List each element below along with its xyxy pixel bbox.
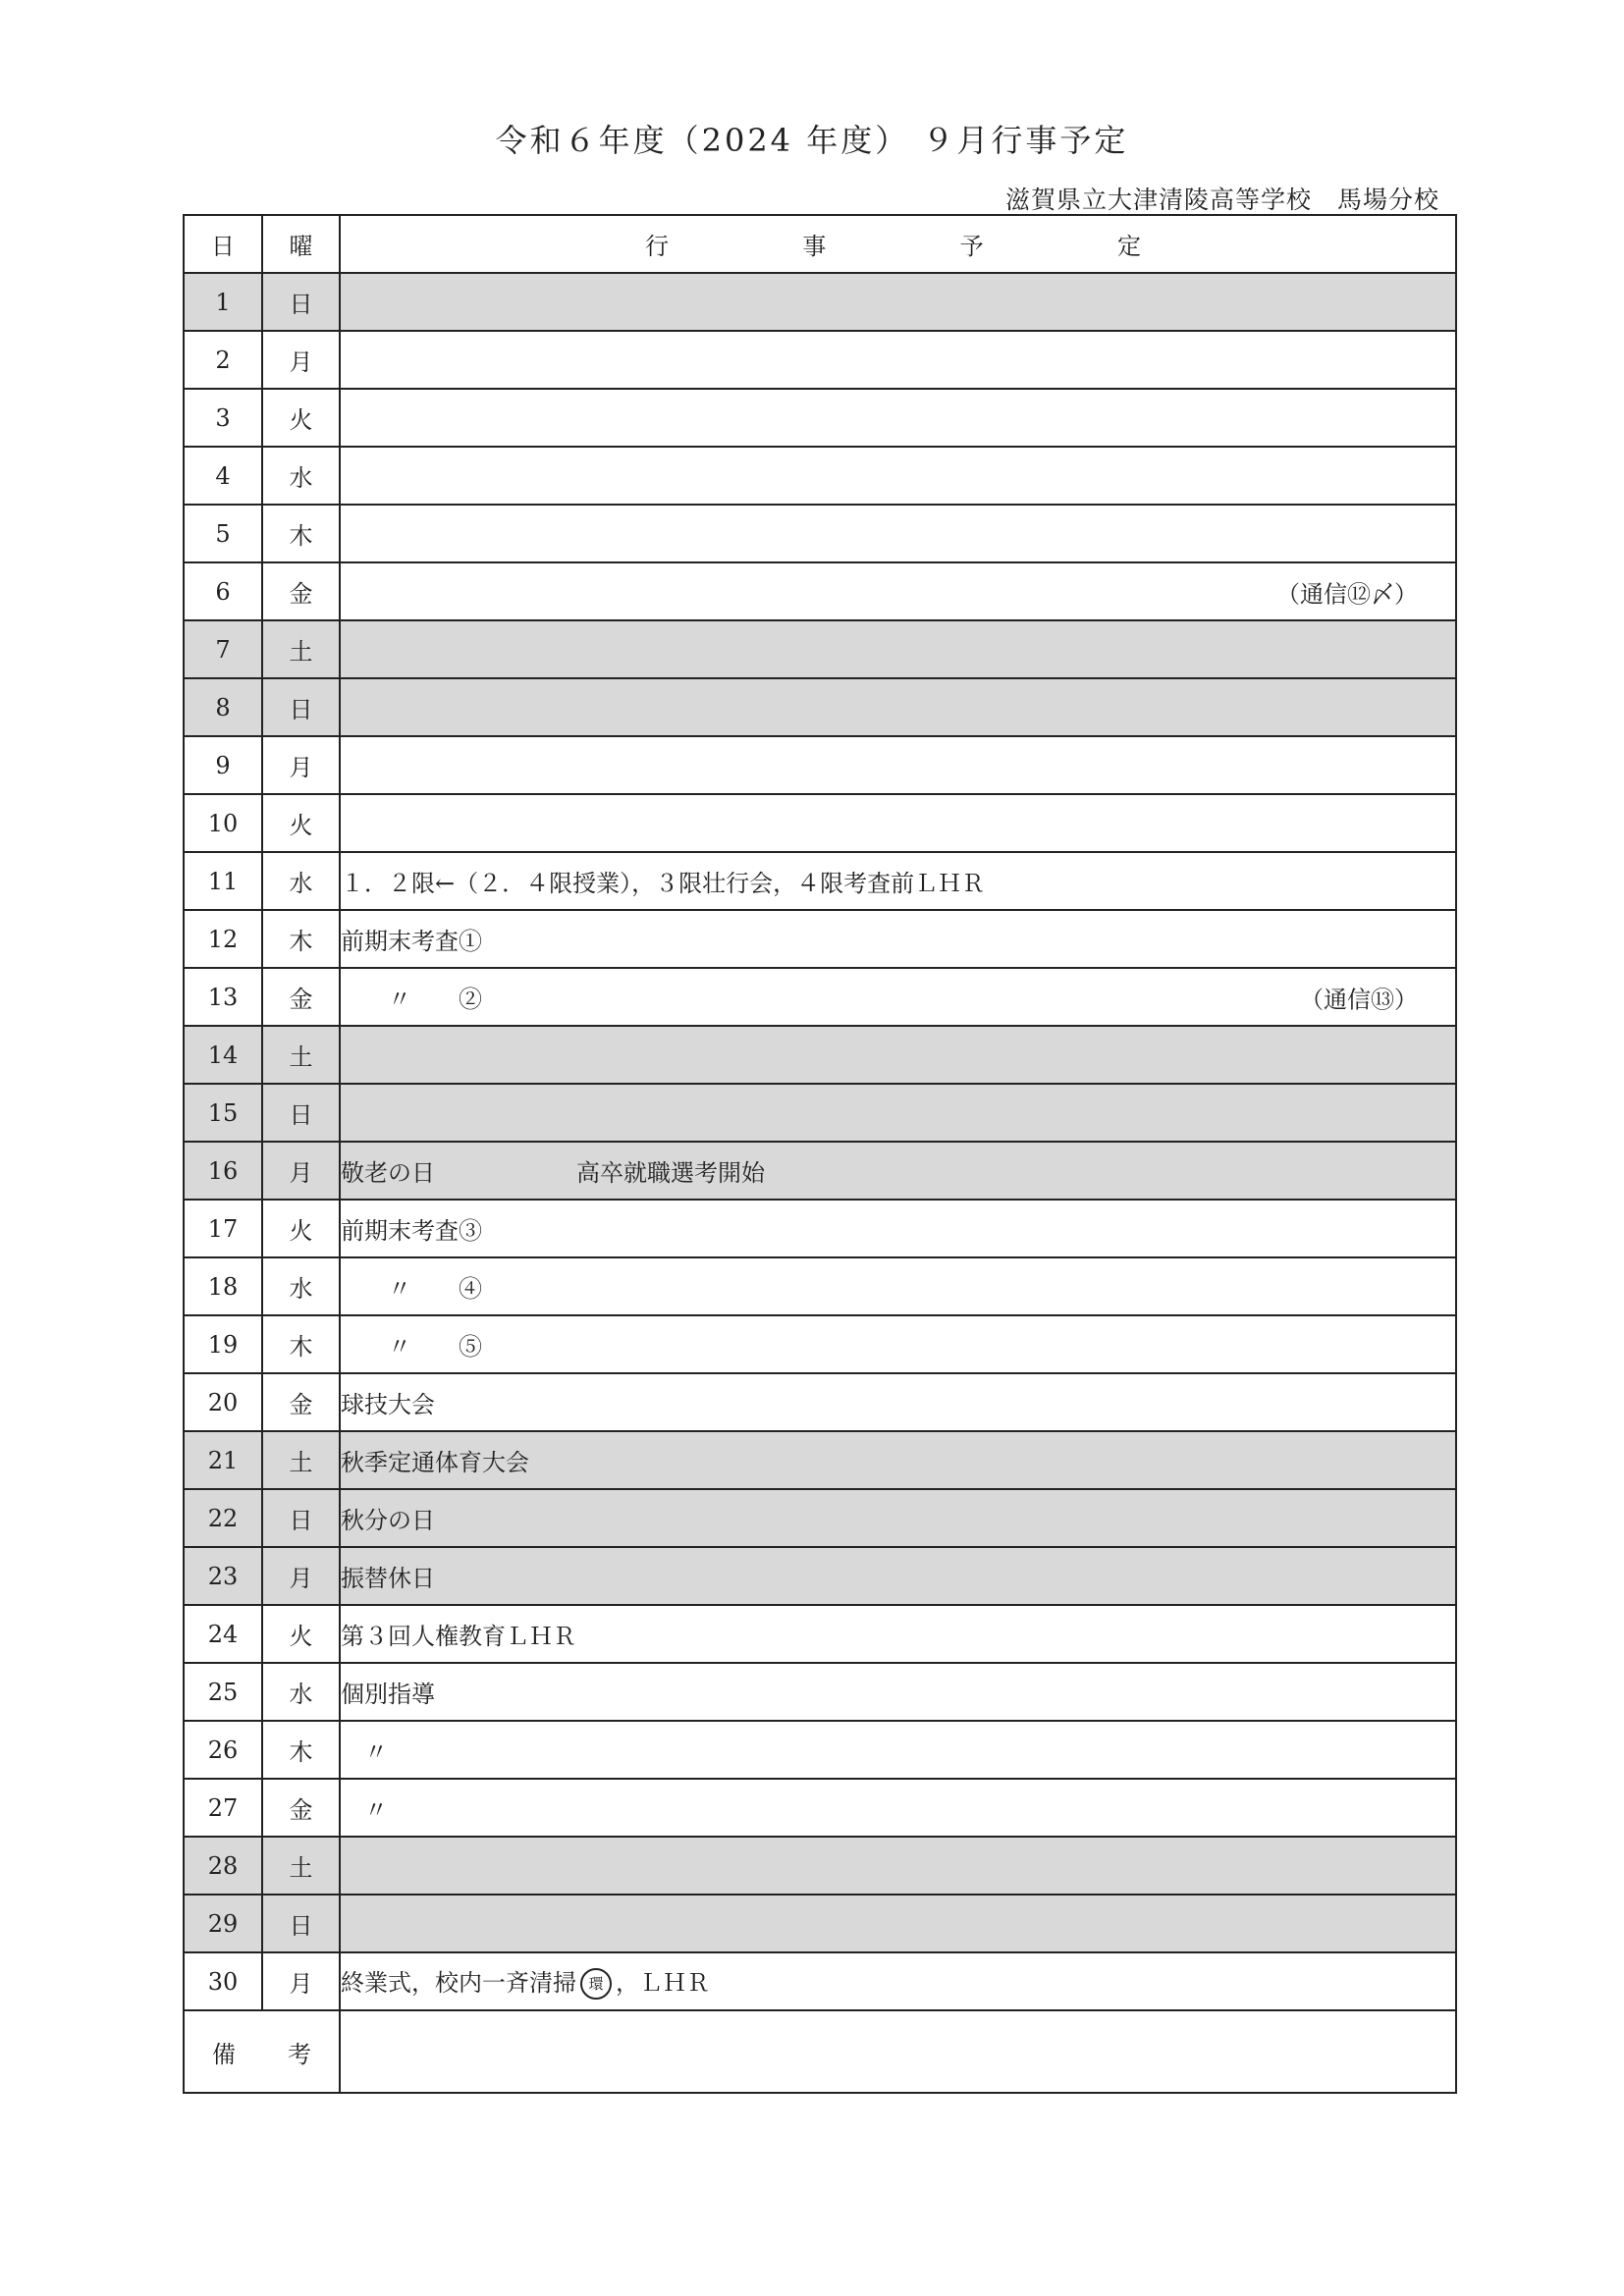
weekday-cell: 木 <box>262 1721 340 1779</box>
weekday-cell: 土 <box>262 1431 340 1489</box>
event-cell <box>340 620 1456 678</box>
header-weekday: 曜 <box>262 215 340 273</box>
event-text: 〃 ② <box>341 986 482 1013</box>
event-text-after: ，ＬＨＲ <box>616 1968 710 1997</box>
event-text: 敬老の日 高卒就職選考開始 <box>341 1159 765 1187</box>
schedule-row <box>184 1431 1456 1489</box>
day-cell: 13 <box>184 968 262 1026</box>
event-note: （通信⑬） <box>1300 986 1418 1013</box>
day-cell: 22 <box>184 1489 262 1547</box>
day-cell: 24 <box>184 1605 262 1663</box>
day-cell: 20 <box>184 1373 262 1431</box>
day-cell: 30 <box>184 1952 262 2010</box>
event-note: （通信⑫〆） <box>1276 580 1418 608</box>
weekday-cell: 金 <box>262 562 340 620</box>
event-cell <box>340 794 1456 852</box>
day-cell: 16 <box>184 1142 262 1200</box>
seal-mark: 環 <box>580 1968 612 2000</box>
event-text: 秋季定通体育大会 <box>341 1449 529 1476</box>
schedule-row <box>184 1315 1456 1373</box>
event-text: 終業式，校内一斉清掃 <box>341 1968 576 1997</box>
event-cell <box>340 910 1456 968</box>
event-cell <box>340 852 1456 910</box>
schedule-row <box>184 1547 1456 1605</box>
event-text: 〃 <box>341 1796 388 1824</box>
event-cell <box>340 1721 1456 1779</box>
weekday-cell: 月 <box>262 1952 340 2010</box>
day-cell: 3 <box>184 389 262 447</box>
schedule-row <box>184 1373 1456 1431</box>
header-events-char: 定 <box>1116 233 1141 260</box>
weekday-cell: 水 <box>262 1663 340 1721</box>
event-text: 前期末考査① <box>341 928 482 955</box>
day-cell: 8 <box>184 678 262 736</box>
event-cell <box>340 331 1456 389</box>
day-cell: 1 <box>184 273 262 331</box>
event-cell <box>340 447 1456 505</box>
schedule-row <box>184 736 1456 794</box>
header-events <box>340 215 1456 273</box>
schedule-row <box>184 1026 1456 1084</box>
event-text: １．２限←（２．４限授業），３限壮行会，４限考査前ＬＨＲ <box>341 870 986 897</box>
day-cell: 18 <box>184 1257 262 1315</box>
schedule-row <box>184 1489 1456 1547</box>
schedule-row <box>184 1895 1456 1952</box>
event-cell <box>340 968 1456 1026</box>
event-text: 第３回人権教育ＬＨＲ <box>341 1623 576 1650</box>
weekday-cell: 火 <box>262 389 340 447</box>
schedule-row <box>184 852 1456 910</box>
weekday-cell: 火 <box>262 794 340 852</box>
schedule-row <box>184 447 1456 505</box>
schedule-row <box>184 562 1456 620</box>
schedule-row <box>184 620 1456 678</box>
weekday-cell: 金 <box>262 1373 340 1431</box>
remarks-label-char: 備 <box>212 2040 236 2068</box>
schedule-row <box>184 1721 1456 1779</box>
event-cell <box>340 562 1456 620</box>
event-cell <box>340 1837 1456 1895</box>
day-cell: 2 <box>184 331 262 389</box>
schedule-row <box>184 273 1456 331</box>
event-cell <box>340 736 1456 794</box>
schedule-row <box>184 1605 1456 1663</box>
schedule-row <box>184 1084 1456 1142</box>
event-cell <box>340 1373 1456 1431</box>
weekday-cell: 火 <box>262 1200 340 1257</box>
day-cell: 9 <box>184 736 262 794</box>
weekday-cell: 月 <box>262 1142 340 1200</box>
day-cell: 14 <box>184 1026 262 1084</box>
weekday-cell: 月 <box>262 736 340 794</box>
schedule-row <box>184 910 1456 968</box>
weekday-cell: 土 <box>262 1837 340 1895</box>
schedule-row <box>184 678 1456 736</box>
event-cell <box>340 678 1456 736</box>
event-cell <box>340 1547 1456 1605</box>
remarks-label-char: 考 <box>288 2040 311 2068</box>
day-cell: 25 <box>184 1663 262 1721</box>
day-cell: 10 <box>184 794 262 852</box>
header-events-char: 予 <box>959 233 984 260</box>
event-text: 振替休日 <box>341 1565 435 1592</box>
weekday-cell: 水 <box>262 1257 340 1315</box>
event-cell <box>340 389 1456 447</box>
day-cell: 26 <box>184 1721 262 1779</box>
page-title: 令和６年度（2024 年度） ９月行事予定 <box>495 122 1129 159</box>
day-cell: 5 <box>184 505 262 562</box>
event-cell <box>340 1142 1456 1200</box>
weekday-cell: 土 <box>262 620 340 678</box>
day-cell: 19 <box>184 1315 262 1373</box>
schedule-row <box>184 1837 1456 1895</box>
event-text: 〃 ④ <box>341 1275 482 1303</box>
weekday-cell: 水 <box>262 852 340 910</box>
event-cell <box>340 1489 1456 1547</box>
event-cell <box>340 1605 1456 1663</box>
day-cell: 23 <box>184 1547 262 1605</box>
event-text: 球技大会 <box>341 1391 435 1418</box>
day-cell: 21 <box>184 1431 262 1489</box>
event-text: 〃 ⑤ <box>341 1333 482 1361</box>
day-cell: 15 <box>184 1084 262 1142</box>
day-cell: 28 <box>184 1837 262 1895</box>
header-row <box>184 215 1456 273</box>
day-cell: 4 <box>184 447 262 505</box>
day-cell: 7 <box>184 620 262 678</box>
event-cell <box>340 273 1456 331</box>
weekday-cell: 月 <box>262 331 340 389</box>
weekday-cell: 日 <box>262 678 340 736</box>
weekday-cell: 木 <box>262 910 340 968</box>
weekday-cell: 日 <box>262 1489 340 1547</box>
weekday-cell: 日 <box>262 1895 340 1952</box>
schedule-row <box>184 1257 1456 1315</box>
schedule-row <box>184 1952 1456 2010</box>
day-cell: 17 <box>184 1200 262 1257</box>
day-cell: 27 <box>184 1779 262 1837</box>
event-cell <box>340 1895 1456 1952</box>
remarks-text <box>340 2010 1456 2093</box>
school-name: 滋賀県立大津清陵高等学校 馬場分校 <box>1004 186 1439 214</box>
schedule-row <box>184 389 1456 447</box>
weekday-cell: 日 <box>262 273 340 331</box>
schedule-row <box>184 1663 1456 1721</box>
schedule-row <box>184 331 1456 389</box>
event-cell <box>340 1200 1456 1257</box>
event-cell <box>340 1257 1456 1315</box>
schedule-row <box>184 968 1456 1026</box>
event-text: 秋分の日 <box>341 1507 435 1534</box>
day-cell: 12 <box>184 910 262 968</box>
header-events-char: 行 <box>645 233 669 260</box>
schedule-table <box>183 214 1457 2094</box>
weekday-cell: 水 <box>262 447 340 505</box>
weekday-cell: 木 <box>262 505 340 562</box>
day-cell: 11 <box>184 852 262 910</box>
event-cell <box>340 1026 1456 1084</box>
event-cell <box>340 1431 1456 1489</box>
event-cell <box>340 1952 1456 2010</box>
event-cell <box>340 1315 1456 1373</box>
event-text: 〃 <box>341 1738 388 1766</box>
weekday-cell: 金 <box>262 968 340 1026</box>
event-text: 個別指導 <box>341 1681 435 1708</box>
event-text: 前期末考査③ <box>341 1217 482 1245</box>
event-cell <box>340 1084 1456 1142</box>
schedule-row <box>184 794 1456 852</box>
event-cell <box>340 1779 1456 1837</box>
event-cell <box>340 1663 1456 1721</box>
weekday-cell: 木 <box>262 1315 340 1373</box>
schedule-row <box>184 1142 1456 1200</box>
day-cell: 6 <box>184 562 262 620</box>
weekday-cell: 金 <box>262 1779 340 1837</box>
weekday-cell: 日 <box>262 1084 340 1142</box>
weekday-cell: 火 <box>262 1605 340 1663</box>
day-cell: 29 <box>184 1895 262 1952</box>
weekday-cell: 月 <box>262 1547 340 1605</box>
remarks-label-cell <box>184 2010 340 2093</box>
remarks-row <box>184 2010 1456 2093</box>
schedule-row <box>184 1200 1456 1257</box>
header-day: 日 <box>184 215 262 273</box>
event-cell <box>340 505 1456 562</box>
schedule-row <box>184 505 1456 562</box>
weekday-cell: 土 <box>262 1026 340 1084</box>
schedule-row <box>184 1779 1456 1837</box>
header-events-char: 事 <box>802 233 827 260</box>
